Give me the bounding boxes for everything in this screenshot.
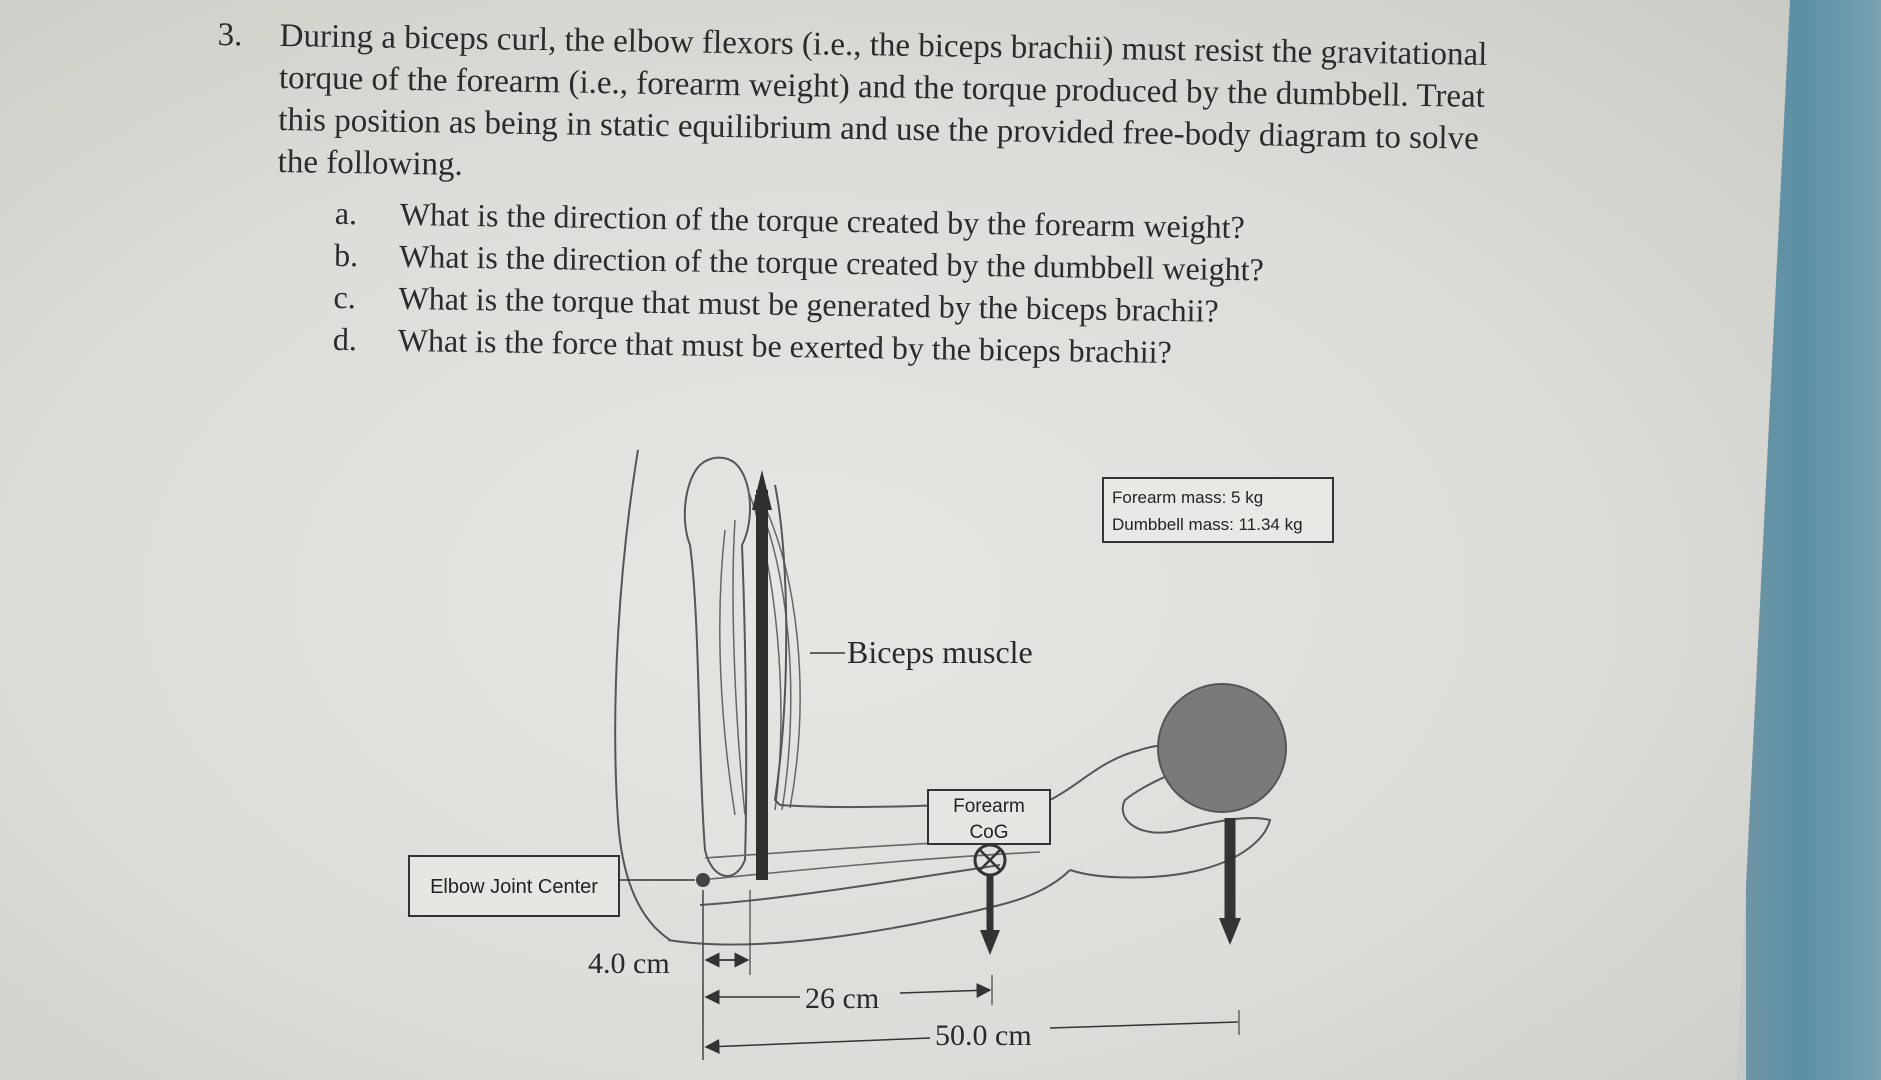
dim-50cm-line-left bbox=[706, 1038, 930, 1047]
elbow-joint-label: Elbow Joint Center bbox=[430, 876, 598, 898]
humerus-bone bbox=[685, 458, 750, 876]
dim-26cm-label: 26 cm bbox=[805, 982, 880, 1015]
part-c-letter: c. bbox=[333, 278, 357, 316]
cog-label-line2: CoG bbox=[969, 822, 1009, 843]
question-number: 3. bbox=[217, 16, 243, 54]
elbow-joint-dot bbox=[696, 873, 710, 887]
part-a-text: What is the direction of the torque created by the forearm weight? bbox=[399, 195, 1246, 246]
part-a-letter: a. bbox=[334, 194, 358, 232]
cog-label-line1: Forearm bbox=[953, 796, 1025, 817]
biceps-arrow-head bbox=[752, 470, 772, 510]
dumbbell bbox=[1158, 684, 1286, 812]
dumbbell-weight-arrow-head bbox=[1219, 918, 1241, 945]
dim-26cm-line-right bbox=[900, 990, 990, 993]
biceps-label: Biceps muscle bbox=[847, 634, 1033, 670]
question-intro: During a biceps curl, the elbow flexors (i.e., the biceps brachii) must resist the gravitational torque of the forearm (i.e., forearm weight) and the torque produced by the dumbbell. Treat this position as being in static equilibrium and use the provided free-body diagram to solve the following. bbox=[277, 17, 1488, 183]
dim-50cm-line-right bbox=[1050, 1022, 1238, 1028]
part-b-text: What is the direction of the torque created by the dumbbell weight? bbox=[398, 237, 1264, 288]
dumbbell-mass-label: Dumbbell mass: 11.34 kg bbox=[1112, 515, 1303, 534]
upper-arm-outline bbox=[615, 450, 670, 940]
arm-outer-outline bbox=[775, 485, 786, 805]
forearm-mass-label: Forearm mass: 5 kg bbox=[1112, 488, 1264, 507]
part-d-letter: d. bbox=[332, 320, 358, 358]
part-b-letter: b. bbox=[333, 236, 359, 274]
dim-50cm-label: 50.0 cm bbox=[935, 1019, 1032, 1052]
forearm-weight-arrow-head bbox=[980, 930, 1000, 955]
part-c-text: What is the torque that must be generated by the biceps brachii? bbox=[398, 279, 1219, 329]
dim-4cm-label: 4.0 cm bbox=[588, 947, 670, 980]
part-d-text: What is the force that must be exerted by the biceps brachii? bbox=[397, 321, 1173, 371]
